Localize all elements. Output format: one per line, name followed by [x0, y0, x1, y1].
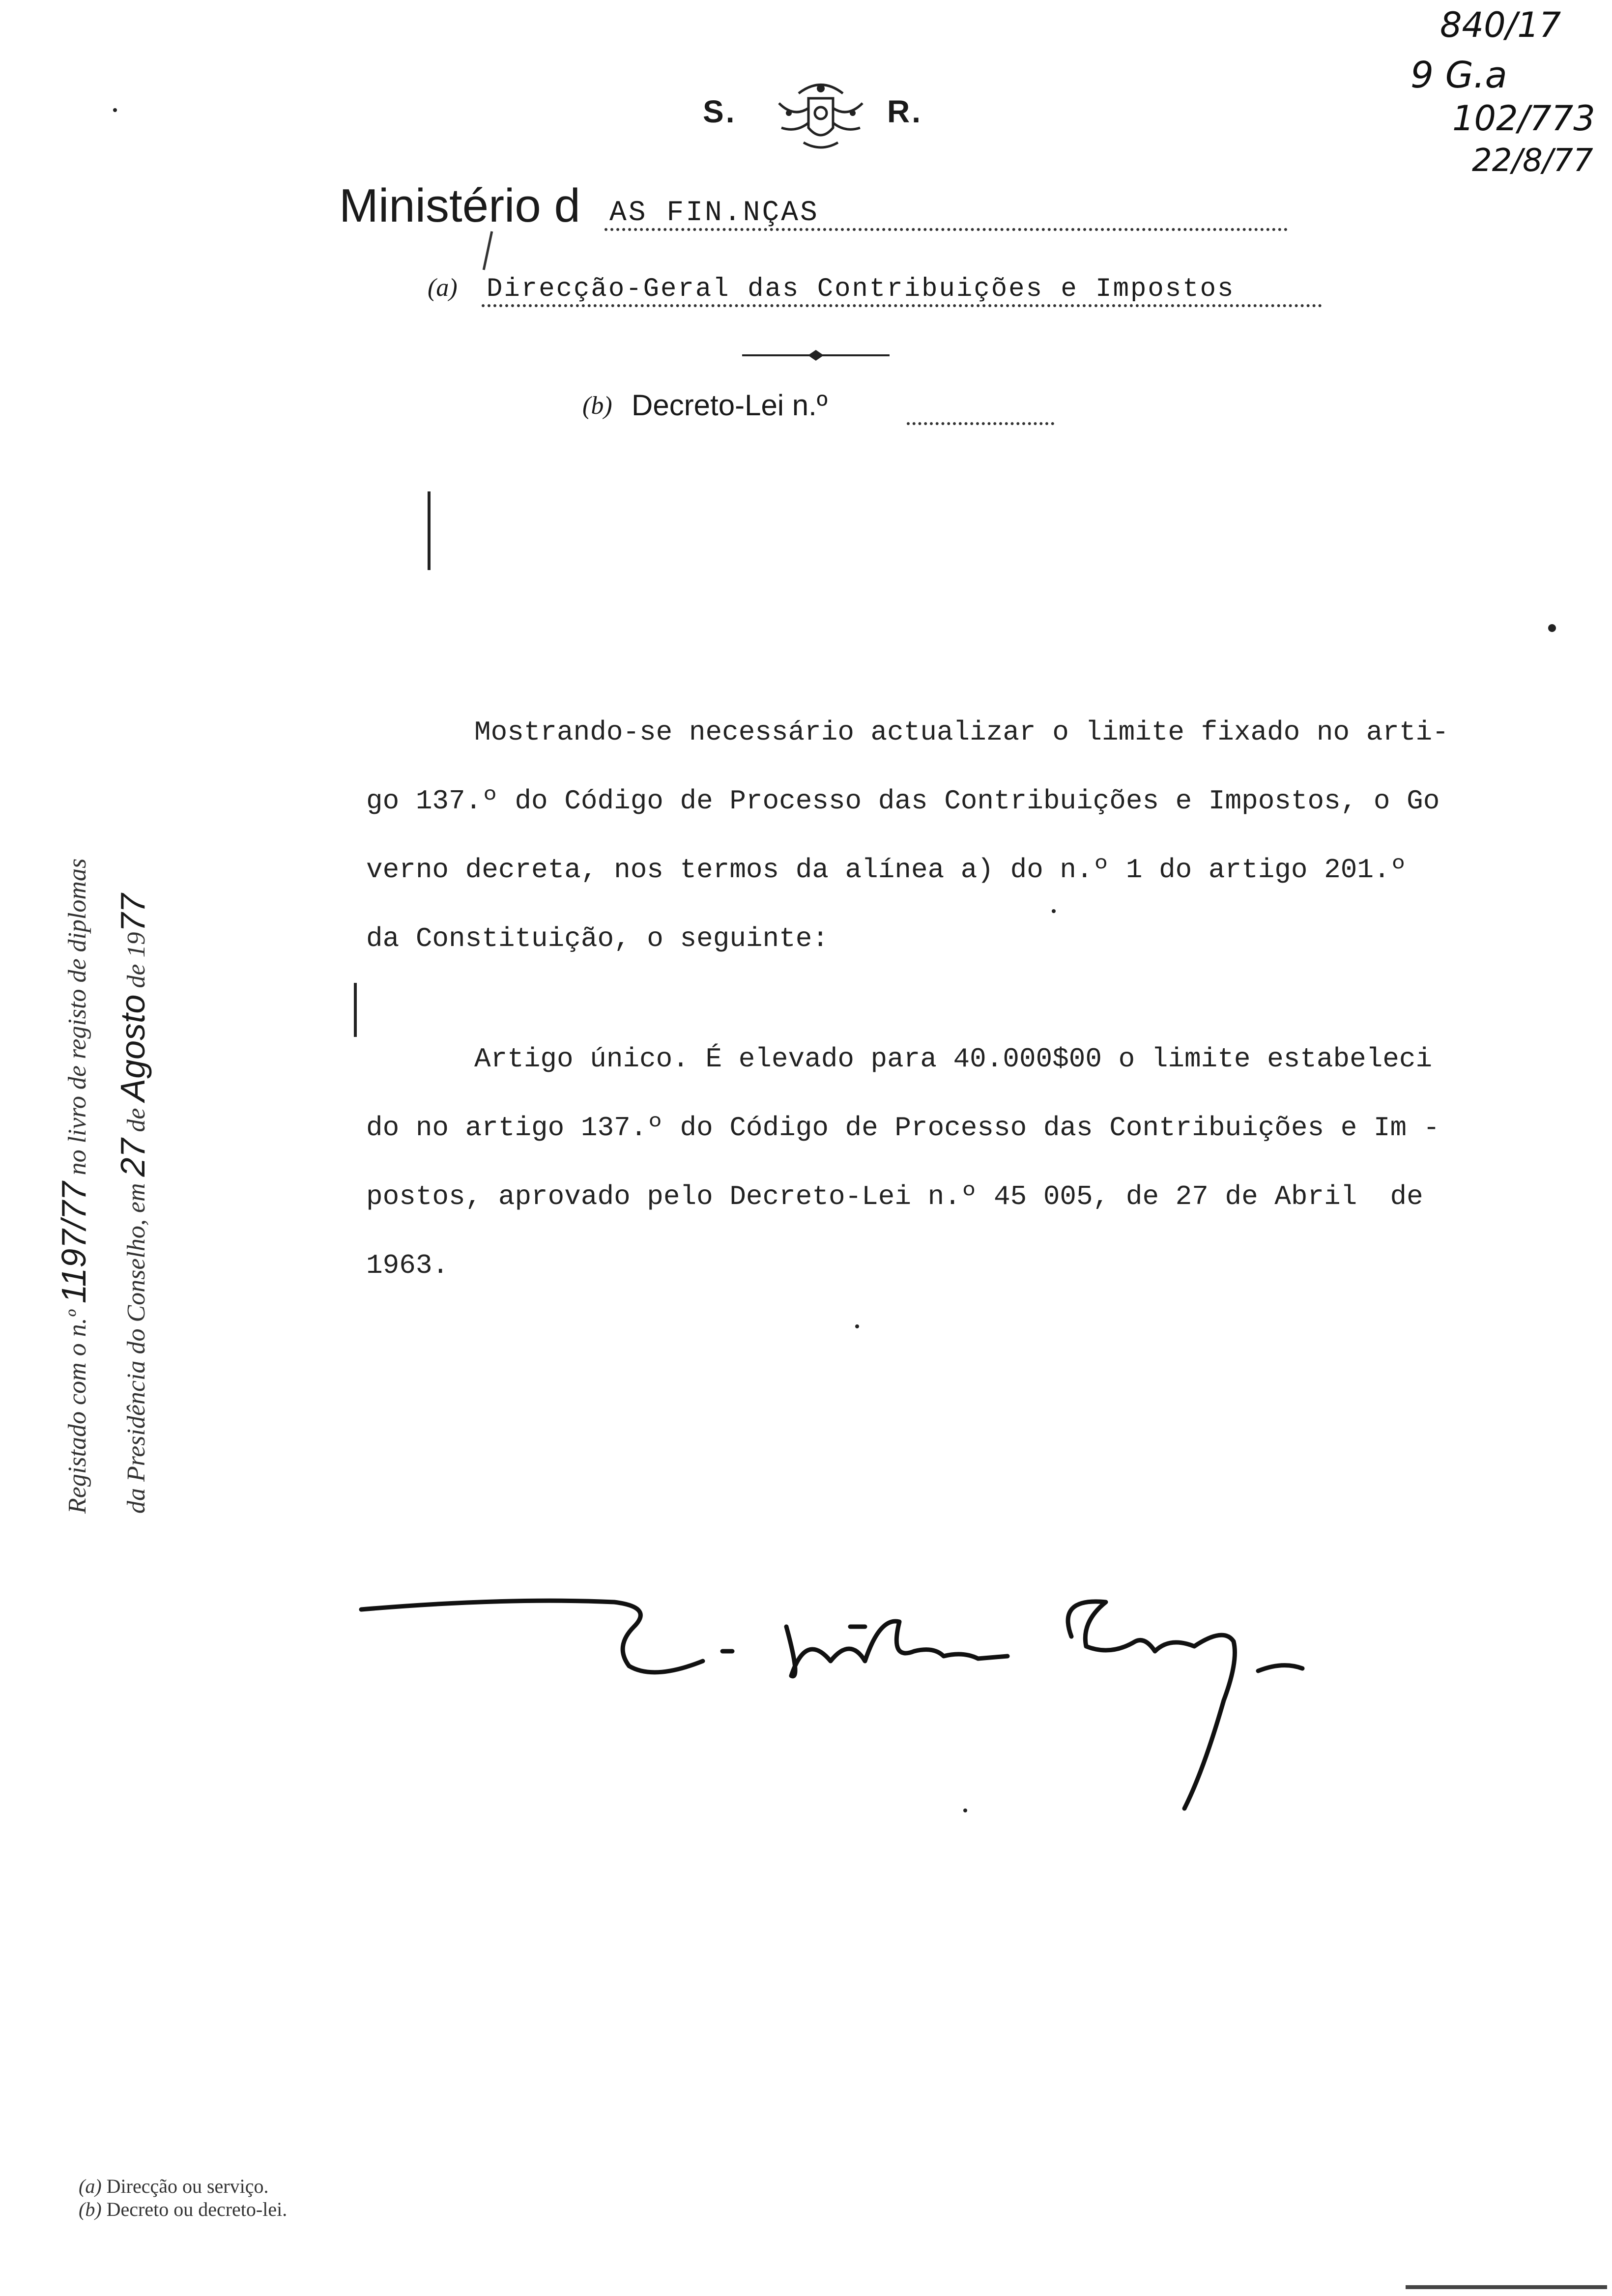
header-r: R.	[887, 94, 922, 129]
registration-text: da Presidência do Conselho, em	[122, 1183, 150, 1514]
preamble-line: verno decreta, nos termos da alínea a) do n.º 1 do artigo 201.º	[366, 854, 1407, 886]
article-line: 1963.	[366, 1250, 449, 1281]
handwritten-note: 840/17	[1440, 5, 1561, 45]
article-line: Artigo único. É elevado para 40.000$00 o limite estabeleci	[474, 1043, 1433, 1075]
registration-line-1	[44, 600, 103, 1514]
scan-speck	[963, 1808, 967, 1812]
preamble-line: da Constituição, o seguinte:	[366, 923, 829, 954]
footnote-marker: (b)	[79, 2198, 102, 2220]
decree-label: Decreto-Lei n.º	[632, 389, 828, 422]
article-line: postos, aprovado pelo Decreto-Lei n.º 45 005, de 27 de Abril de	[366, 1181, 1423, 1212]
handwritten-note: 102/773	[1452, 98, 1595, 139]
handwritten-note: 9 G.a	[1410, 54, 1507, 96]
scan-speck	[855, 1324, 859, 1328]
decree-marker: (b)	[582, 392, 612, 420]
coat-of-arms-icon	[769, 74, 872, 157]
article-line: do no artigo 137.º do Código de Processo das Contribuições e Im -	[366, 1112, 1440, 1144]
registration-margin-note	[44, 600, 162, 1514]
scan-speck	[1052, 909, 1056, 913]
scan-speck	[1548, 624, 1556, 632]
direction-line	[428, 268, 1322, 312]
separator-ornament	[742, 348, 890, 363]
footnote-marker: (a)	[79, 2175, 102, 2197]
registration-number: 1197/77	[55, 1181, 93, 1304]
registration-text: de	[122, 1108, 150, 1132]
ministry-label: Ministério d	[339, 179, 580, 232]
scan-mark	[1406, 2285, 1607, 2289]
registration-day: 27	[114, 1138, 152, 1177]
registration-text: Registado com o n.º	[63, 1310, 91, 1514]
preamble-line: go 137.º do Código de Processo das Contribuições e Impostos, o Go	[366, 785, 1440, 817]
header-s: S.	[703, 94, 737, 129]
direction-name: Direcção-Geral das Contribuições e Impostos	[487, 274, 1235, 304]
direction-marker: (a)	[428, 274, 458, 302]
footnote-b	[79, 2198, 287, 2221]
registration-year: 77	[114, 893, 152, 932]
registration-text: de 19	[122, 932, 150, 988]
scan-mark	[483, 231, 493, 270]
registration-line-2	[103, 600, 162, 1514]
ministry-name: AS FIN.NÇAS	[609, 197, 819, 229]
direction-dotted-line	[482, 304, 1322, 307]
registration-text: no livro de registo de diplomas	[63, 858, 91, 1176]
scan-speck	[113, 108, 117, 112]
ministry-line	[339, 179, 1288, 236]
decree-line	[582, 386, 1054, 430]
footnote-text: Direcção ou serviço.	[106, 2175, 269, 2197]
scan-mark	[354, 983, 357, 1037]
scan-mark	[428, 491, 431, 570]
registration-month: Agosto	[114, 994, 152, 1102]
preamble-line: Mostrando-se necessário actualizar o limite fixado no arti-	[474, 717, 1449, 748]
footnote-a	[79, 2175, 268, 2198]
article-paragraph	[366, 1025, 1546, 1300]
preamble-paragraph	[366, 698, 1546, 973]
footnote-text: Decreto ou decreto-lei.	[106, 2198, 288, 2220]
signature	[359, 1563, 1440, 1858]
decree-number-dotted-line	[907, 422, 1054, 425]
handwritten-note: 22/8/77	[1472, 143, 1593, 179]
